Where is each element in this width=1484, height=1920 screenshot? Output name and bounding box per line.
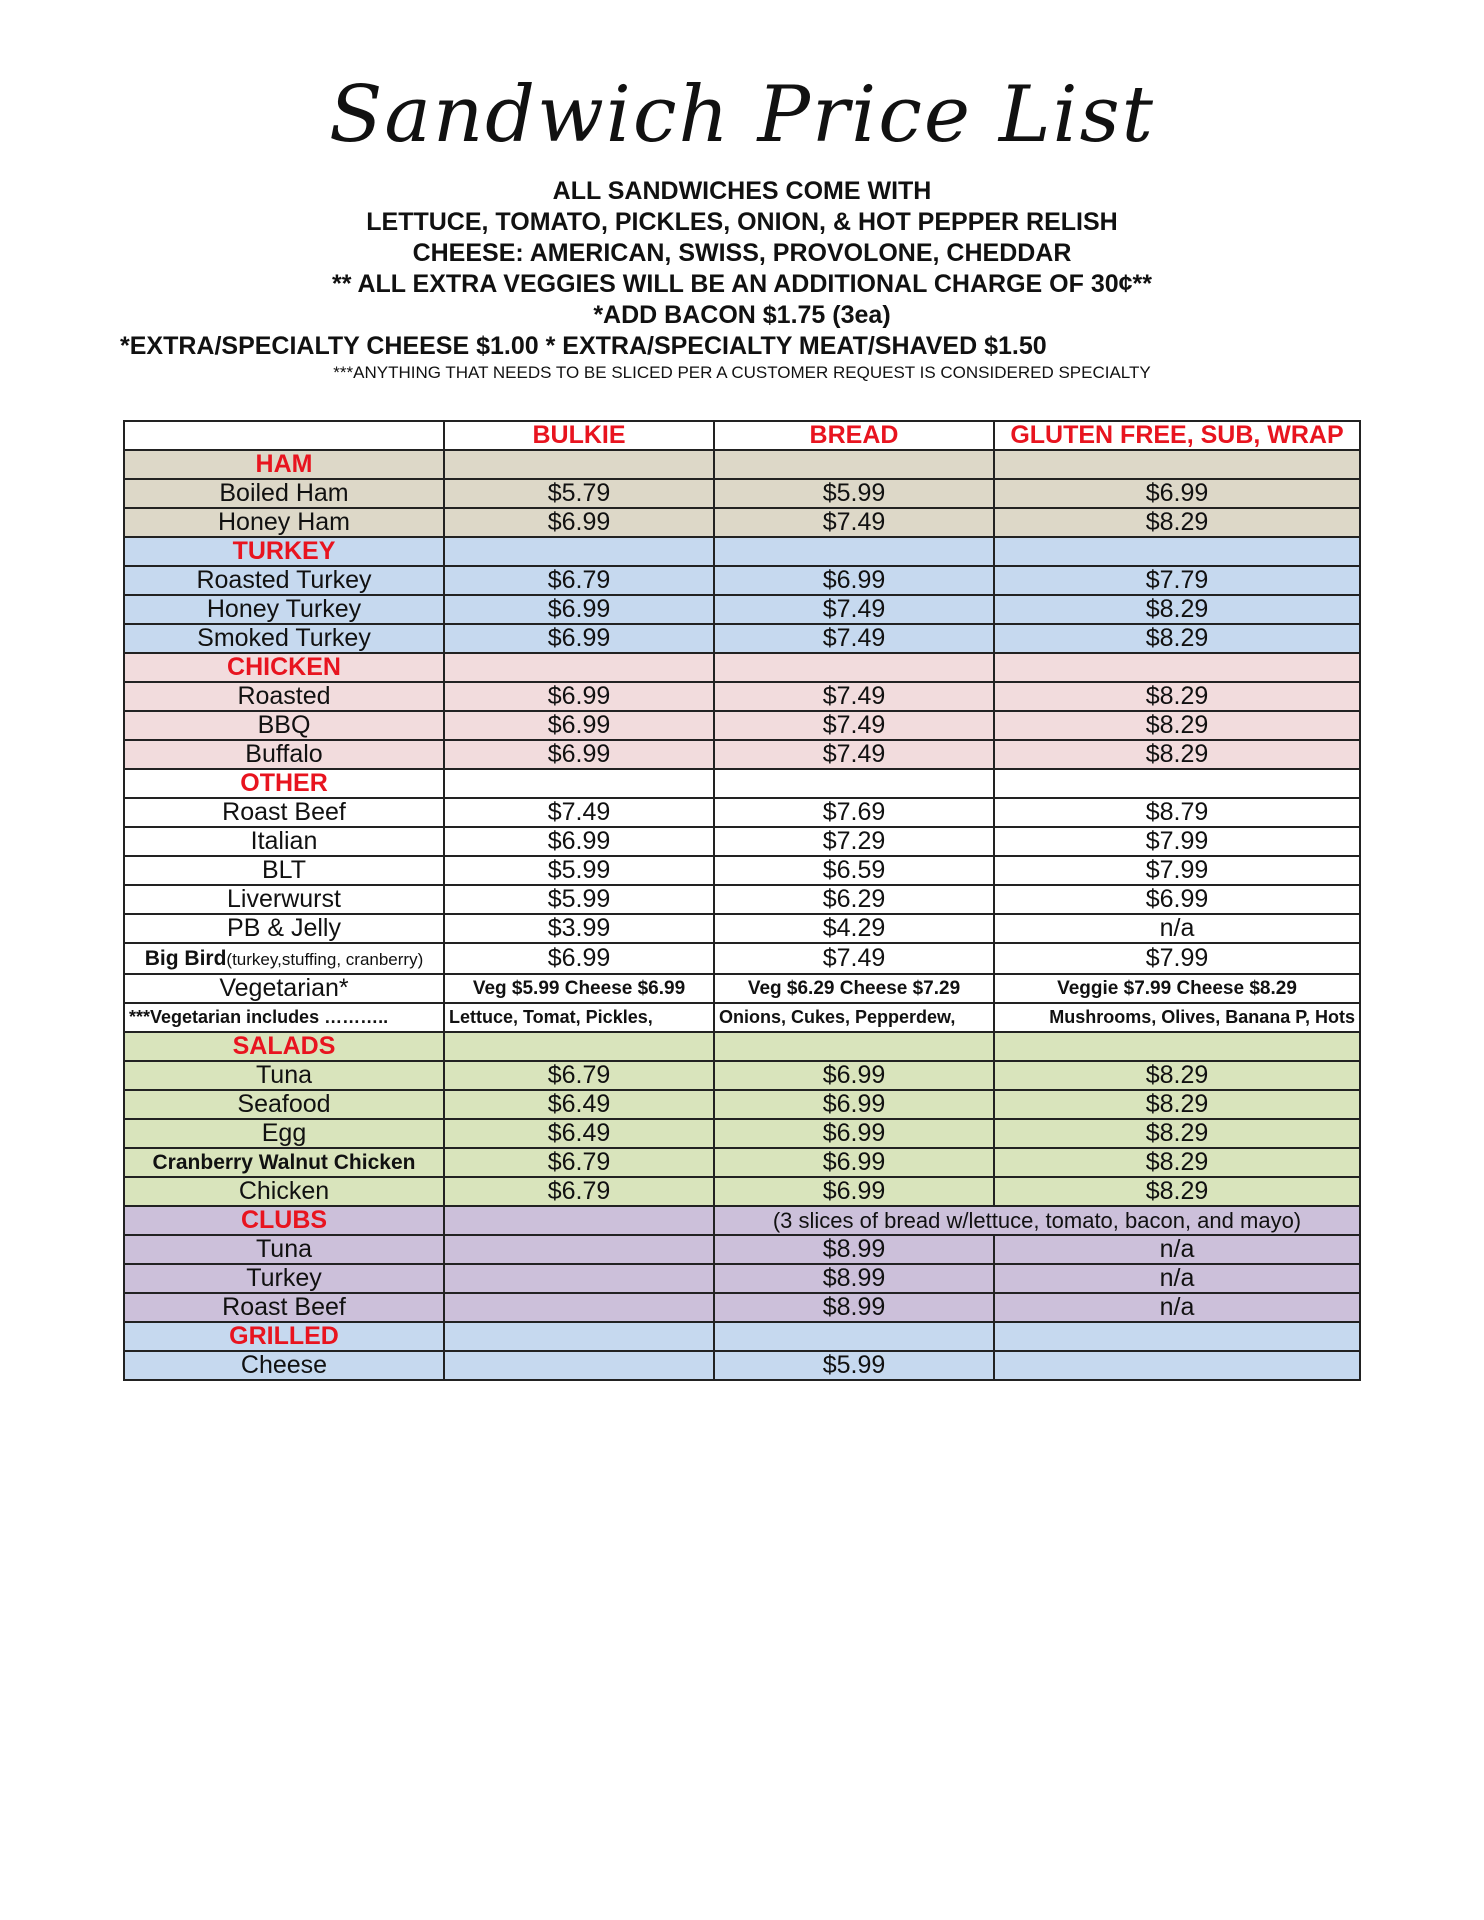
table-row [124,856,1360,885]
price-bread: $6.99 [714,1061,994,1090]
veg-includes-1: Lettuce, Tomat, Pickles, [444,1003,714,1032]
price-bread: $7.49 [714,740,994,769]
price-bulkie: $6.99 [444,682,714,711]
price-gf: $8.29 [994,711,1360,740]
price-gf: $7.99 [994,943,1360,974]
price-gf: $8.29 [994,1090,1360,1119]
item-name: Smoked Turkey [124,624,444,653]
bigbird-name: Big Bird [144,947,227,970]
price-gf: n/a [994,1235,1360,1264]
price-gf: $8.29 [994,1119,1360,1148]
price-gf: $8.29 [994,740,1360,769]
item-name: Roast Beef [124,1293,444,1322]
price-bread: $7.49 [714,682,994,711]
price-gf: $8.29 [994,1148,1360,1177]
table-row [124,566,1360,595]
price-bulkie: $6.49 [444,1119,714,1148]
price-bread: $6.99 [714,1119,994,1148]
table-row [124,1177,1360,1206]
price-gf: $6.99 [994,885,1360,914]
price-bread: $7.49 [714,595,994,624]
category-label: SALADS [124,1032,444,1061]
table-row [124,740,1360,769]
item-name: Liverwurst [124,885,444,914]
page-title: Sandwich Price List [329,70,1155,160]
price-bread: $7.49 [714,711,994,740]
item-name: Vegetarian* [124,974,444,1003]
table-row [124,1293,1360,1322]
item-name: Chicken [124,1177,444,1206]
price-gf: $7.99 [994,856,1360,885]
item-name: Italian [124,827,444,856]
item-name: Roasted Turkey [124,566,444,595]
price-bulkie: $6.99 [444,740,714,769]
price-bulkie: $6.99 [444,624,714,653]
table-row [124,885,1360,914]
item-name: Turkey [124,1264,444,1293]
info-block [120,176,1364,384]
info-line: CHEESE: AMERICAN, SWISS, PROVOLONE, CHEDDAR [412,239,1072,267]
header-row [124,421,1360,450]
table-row [124,1090,1360,1119]
price-bread: $6.99 [714,566,994,595]
price-bulkie: $7.49 [444,798,714,827]
table-row [124,1003,1360,1032]
col-gluten-free: GLUTEN FREE, SUB, WRAP [994,421,1360,450]
price-gf: $8.29 [994,682,1360,711]
table-row [124,1235,1360,1264]
item-name: Tuna [124,1235,444,1264]
price-bread: Veg $6.29 Cheese $7.29 [714,974,994,1003]
price-bread: $7.29 [714,827,994,856]
clubs-note: (3 slices of bread w/lettuce, tomato, bacon, and mayo) [714,1206,1360,1235]
category-row-other [124,769,1360,798]
category-row-turkey [124,537,1360,566]
info-line: *ADD BACON $1.75 (3ea) [593,301,891,329]
price-gf: $8.29 [994,595,1360,624]
price-bread: $5.99 [714,479,994,508]
category-label: CHICKEN [124,653,444,682]
price-bulkie: $6.79 [444,1148,714,1177]
item-name: Buffalo [124,740,444,769]
price-bread: $6.29 [714,885,994,914]
table-row [124,974,1360,1003]
item-name: Cheese [124,1351,444,1380]
price-bread: $8.99 [714,1293,994,1322]
price-gf: Veggie $7.99 Cheese $8.29 [994,974,1360,1003]
category-label: CLUBS [124,1206,444,1235]
price-bulkie: $6.99 [444,711,714,740]
price-gf: n/a [994,914,1360,943]
table-row [124,798,1360,827]
price-gf: $8.29 [994,1061,1360,1090]
col-bulkie: BULKIE [444,421,714,450]
price-bulkie: $5.99 [444,885,714,914]
item-name: BLT [124,856,444,885]
price-bread: $8.99 [714,1264,994,1293]
veg-includes-label: ***Vegetarian includes ……….. [124,1003,444,1032]
info-line: LETTUCE, TOMATO, PICKLES, ONION, & HOT PEPPER RELISH [366,208,1118,236]
item-name: Roasted [124,682,444,711]
price-bulkie: $6.99 [444,827,714,856]
price-gf: $8.29 [994,1177,1360,1206]
price-bread: $6.99 [714,1177,994,1206]
table-row [124,1351,1360,1380]
item-name: BBQ [124,711,444,740]
specialty-note: ***ANYTHING THAT NEEDS TO BE SLICED PER A CUSTOMER REQUEST IS CONSIDERED SPECIALTY [333,363,1151,382]
item-name: Honey Turkey [124,595,444,624]
table-row [124,682,1360,711]
bigbird-note: (turkey,stuffing, cranberry) [226,950,424,969]
price-bulkie: $6.99 [444,595,714,624]
price-bulkie: $3.99 [444,914,714,943]
col-bread: BREAD [714,421,994,450]
info-line: ** ALL EXTRA VEGGIES WILL BE AN ADDITIONAL CHARGE OF 30¢** [331,270,1152,298]
price-gf: n/a [994,1293,1360,1322]
table-row [124,624,1360,653]
item-name: Roast Beef [124,798,444,827]
price-bread: $4.29 [714,914,994,943]
price-bread: $5.99 [714,1351,994,1380]
price-gf: $6.99 [994,479,1360,508]
price-bread: $7.49 [714,624,994,653]
price-bread: $8.99 [714,1235,994,1264]
corner-cell [124,421,444,450]
table-row [124,595,1360,624]
price-bread: $6.99 [714,1090,994,1119]
category-row-ham [124,450,1360,479]
price-bulkie: $6.99 [444,943,714,974]
category-label: GRILLED [124,1322,444,1351]
price-bulkie: $6.79 [444,1061,714,1090]
price-bread: $7.49 [714,943,994,974]
item-name: Honey Ham [124,508,444,537]
item-name: Boiled Ham [124,479,444,508]
table-row [124,1119,1360,1148]
price-table [123,420,1361,1381]
price-gf: $8.79 [994,798,1360,827]
price-bulkie: $6.49 [444,1090,714,1119]
info-line: ALL SANDWICHES COME WITH [552,177,932,205]
category-label: HAM [124,450,444,479]
category-label: TURKEY [124,537,444,566]
price-gf: $7.79 [994,566,1360,595]
price-bread: $7.69 [714,798,994,827]
table-row [124,1264,1360,1293]
category-row-salads [124,1032,1360,1061]
table-row [124,711,1360,740]
item-name: Seafood [124,1090,444,1119]
price-gf: $8.29 [994,624,1360,653]
veg-includes-2: Onions, Cukes, Pepperdew, [714,1003,994,1032]
item-name: Egg [124,1119,444,1148]
price-bulkie: $6.79 [444,566,714,595]
table-row [124,914,1360,943]
category-row-chicken [124,653,1360,682]
item-name [124,943,444,974]
price-bulkie: $6.79 [444,1177,714,1206]
price-gf: $7.99 [994,827,1360,856]
item-name: PB & Jelly [124,914,444,943]
price-bulkie: $5.79 [444,479,714,508]
price-bread: $6.59 [714,856,994,885]
table-row [124,1148,1360,1177]
price-gf: $8.29 [994,508,1360,537]
category-row-grilled [124,1322,1360,1351]
item-name: Cranberry Walnut Chicken [124,1148,444,1177]
table-row [124,1061,1360,1090]
category-row-clubs [124,1206,1360,1235]
price-bulkie: $5.99 [444,856,714,885]
info-line: *EXTRA/SPECIALTY CHEESE $1.00 * EXTRA/SPECIALTY MEAT/SHAVED $1.50 [120,332,1047,360]
table-row [124,508,1360,537]
table-row [124,943,1360,974]
category-label: OTHER [124,769,444,798]
table-row [124,479,1360,508]
price-bulkie: $6.99 [444,508,714,537]
item-name: Tuna [124,1061,444,1090]
price-bread: $6.99 [714,1148,994,1177]
table-row [124,827,1360,856]
price-gf: n/a [994,1264,1360,1293]
price-bulkie: Veg $5.99 Cheese $6.99 [444,974,714,1003]
price-bread: $7.49 [714,508,994,537]
veg-includes-3: Mushrooms, Olives, Banana P, Hots [994,1003,1360,1032]
